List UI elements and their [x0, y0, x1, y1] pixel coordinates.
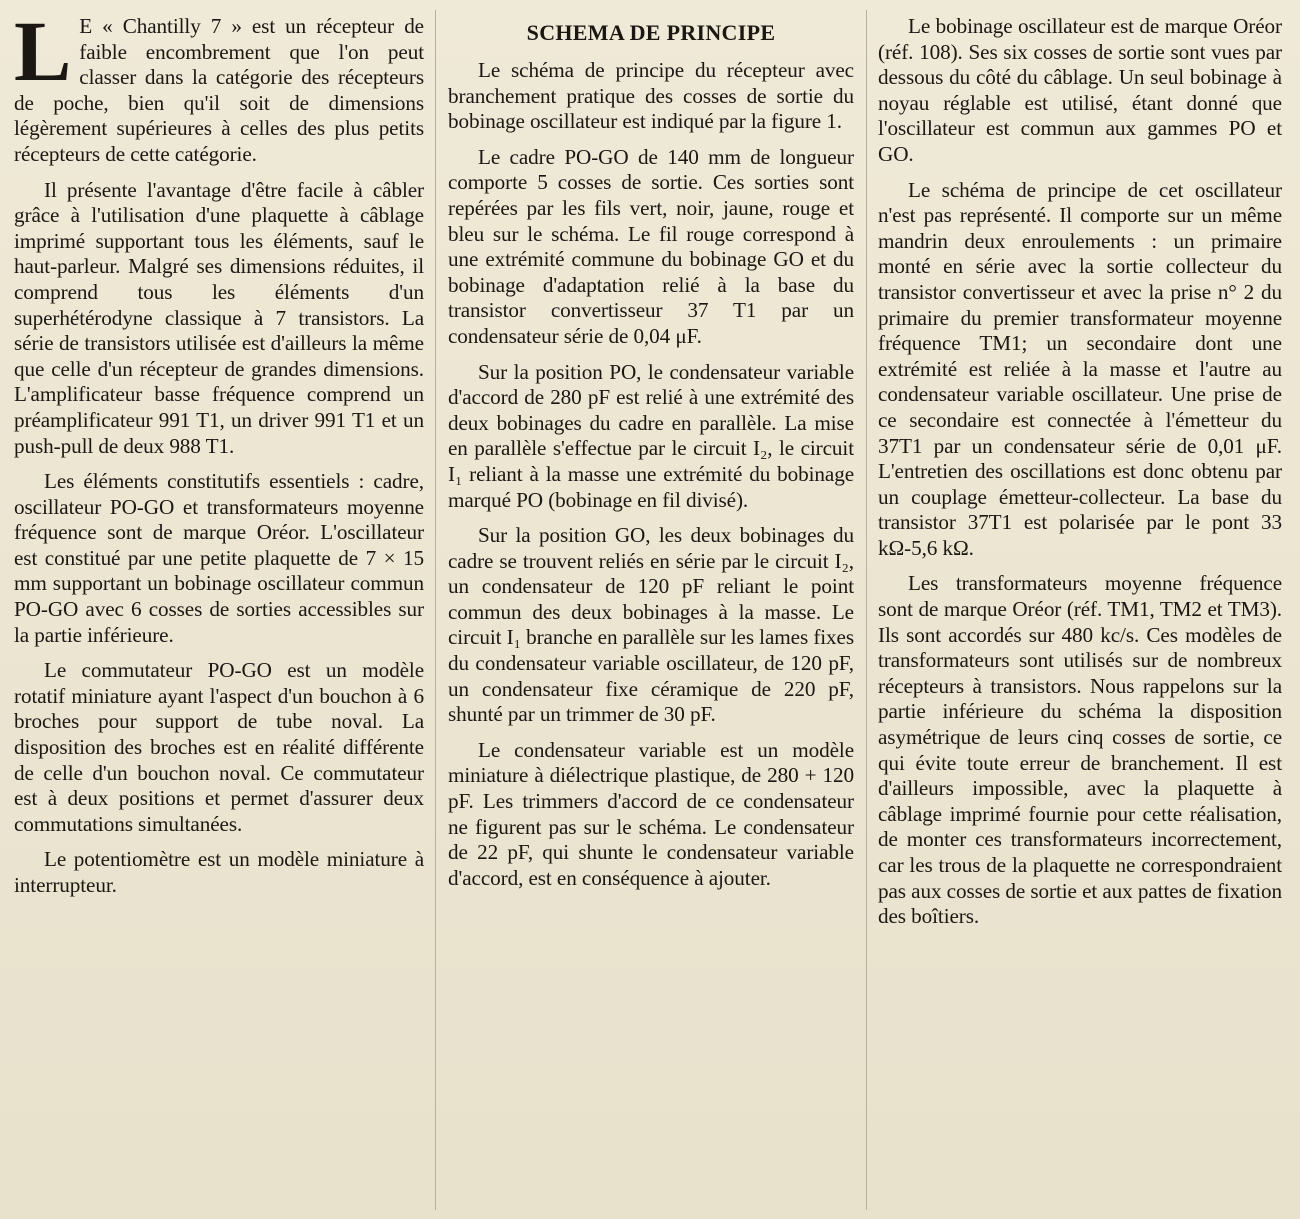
column-divider	[866, 10, 867, 1210]
paragraph: Sur la position PO, le condensateur variable d'accord de 280 pF est relié à une extrémité des deux bobinages du cadre en parallèle. La mise en parallèle s'effectue par le circuit I₂, le circuit I₁ reliant à la masse une extrémité du bobinage marqué PO (bobinage en fil divisé).	[448, 359, 854, 512]
section-title: SCHEMA DE PRINCIPE	[526, 20, 776, 45]
paragraph: Les éléments constitutifs essentiels : cadre, oscillateur PO-GO et transformateurs moyenne fréquence sont de marque Oréor. L'oscillateur est constitué par une petite plaquette de 7 × 15 mm supportant un bobinage oscillateur commun PO-GO avec 6 cosses de sorties accessibles sur la partie inférieure.	[14, 469, 424, 647]
drop-cap: L	[14, 3, 72, 99]
paragraph: Sur la position GO, les deux bobinages du cadre se trouvent reliés en série par le circuit I₂, un condensateur de 120 pF reliant le point commun des deux bobinages à la masse. Le circuit I₁ branche en parallèle sur les lames fixes du condensateur variable oscillateur, de 120 pF, un condensateur fixe céramique de 220 pF, shunté par un trimmer de 30 pF.	[448, 523, 854, 727]
column-1	[14, 3, 424, 909]
paragraph-text: E « Chantilly 7 » est un récepteur de faible encombrement que l'on peut classer dans la catégorie des récepteurs de poche, bien qu'il soit de dimensions légèrement supérieures à celles des plus petits récepteurs de cette catégorie.	[14, 14, 424, 166]
paragraph	[14, 3, 424, 168]
paragraph: Le commutateur PO-GO est un modèle rotatif miniature ayant l'aspect d'un bouchon à 6 broches pour support de tube noval. La disposition des broches est en réalité différente de celle d'un bouchon noval. Ce commutateur est à deux positions et permet d'assurer deux commutations simultanées.	[14, 658, 424, 836]
paragraph: Il présente l'avantage d'être facile à câbler grâce à l'utilisation d'une plaquette à câblage imprimé supportant tous les éléments, sauf le haut-parleur. Malgré ses dimensions réduites, il comprend tous les éléments d'un superhétérodyne classique à 7 transistors. La série de transistors utilisée est d'ailleurs la même que celle d'un récepteur de grandes dimensions. L'amplificateur basse fréquence comprend un préamplificateur 991 T1, un driver 991 T1 et un push-pull de deux 988 T1.	[14, 177, 424, 458]
column-3	[878, 14, 1282, 940]
paragraph: Le bobinage oscillateur est de marque Oréor (réf. 108). Ses six cosses de sortie sont vues par dessous du côté du câblage. Un seul bobinage à noyau réglable est utilisé, étant donné que l'oscillateur est commun aux gammes PO et GO.	[878, 14, 1282, 166]
paragraph: Les transformateurs moyenne fréquence sont de marque Oréor (réf. TM1, TM2 et TM3). Ils sont accordés sur 480 kc/s. Ces modèles de transformateurs sont utilisés sur de nombreux récepteurs à transistors. Nous rappelons sur la partie inférieure du schéma la disposition asymétrique de leurs cinq cosses de sortie, ce qui évite toute erreur de branchement. Il est d'ailleurs impossible, avec la plaquette à câblage imprimé fournie pour cette réalisation, de monter ces transformateurs incorrectement, car les trous de la plaquette ne correspondraient pas aux cosses de sortie et aux pattes de fixation des boîtiers.	[878, 571, 1282, 929]
column-divider	[435, 10, 436, 1210]
paragraph: Le cadre PO-GO de 140 mm de longueur comporte 5 cosses de sortie. Ces sorties sont repérées par les fils vert, noir, jaune, rouge et bleu sur le schéma. Le fil rouge correspond à une extrémité commune du bobinage GO et du bobinage d'adaptation relié à la base du transistor convertisseur 37 T1 par un condensateur série de 0,04 μF.	[448, 144, 854, 348]
paragraph: Le schéma de principe de cet oscillateur n'est pas représenté. Il comporte sur un même mandrin deux enroulements : un primaire monté en série avec la sortie collecteur du transistor convertisseur et avec la prise n° 2 du primaire du premier transformateur moyenne fréquence TM1; un secondaire dont une extrémité est reliée à la masse et l'autre au condensateur variable oscillateur. Une prise de ce secondaire est connectée à l'émetteur du 37T1 par un condensateur série de 0,01 μF. L'entretien des oscillations est donc obtenu par un couplage émetteur-collecteur. La base du transistor 37T1 est polarisée par le pont 33 kΩ-5,6 kΩ.	[878, 177, 1282, 560]
paragraph: Le condensateur variable est un modèle miniature à diélectrique plastique, de 280 + 120 pF. Les trimmers d'accord de ce condensateur ne figurent pas sur le schéma. Le condensateur de 22 pF, qui shunte le condensateur variable d'accord, est en conséquence à ajouter.	[448, 737, 854, 890]
paragraph: Le potentiomètre est un modèle miniature à interrupteur.	[14, 847, 424, 897]
column-2	[448, 14, 854, 901]
paragraph: Le schéma de principe du récepteur avec branchement pratique des cosses de sortie du bobinage oscillateur est indiqué par la figure 1.	[448, 58, 854, 134]
